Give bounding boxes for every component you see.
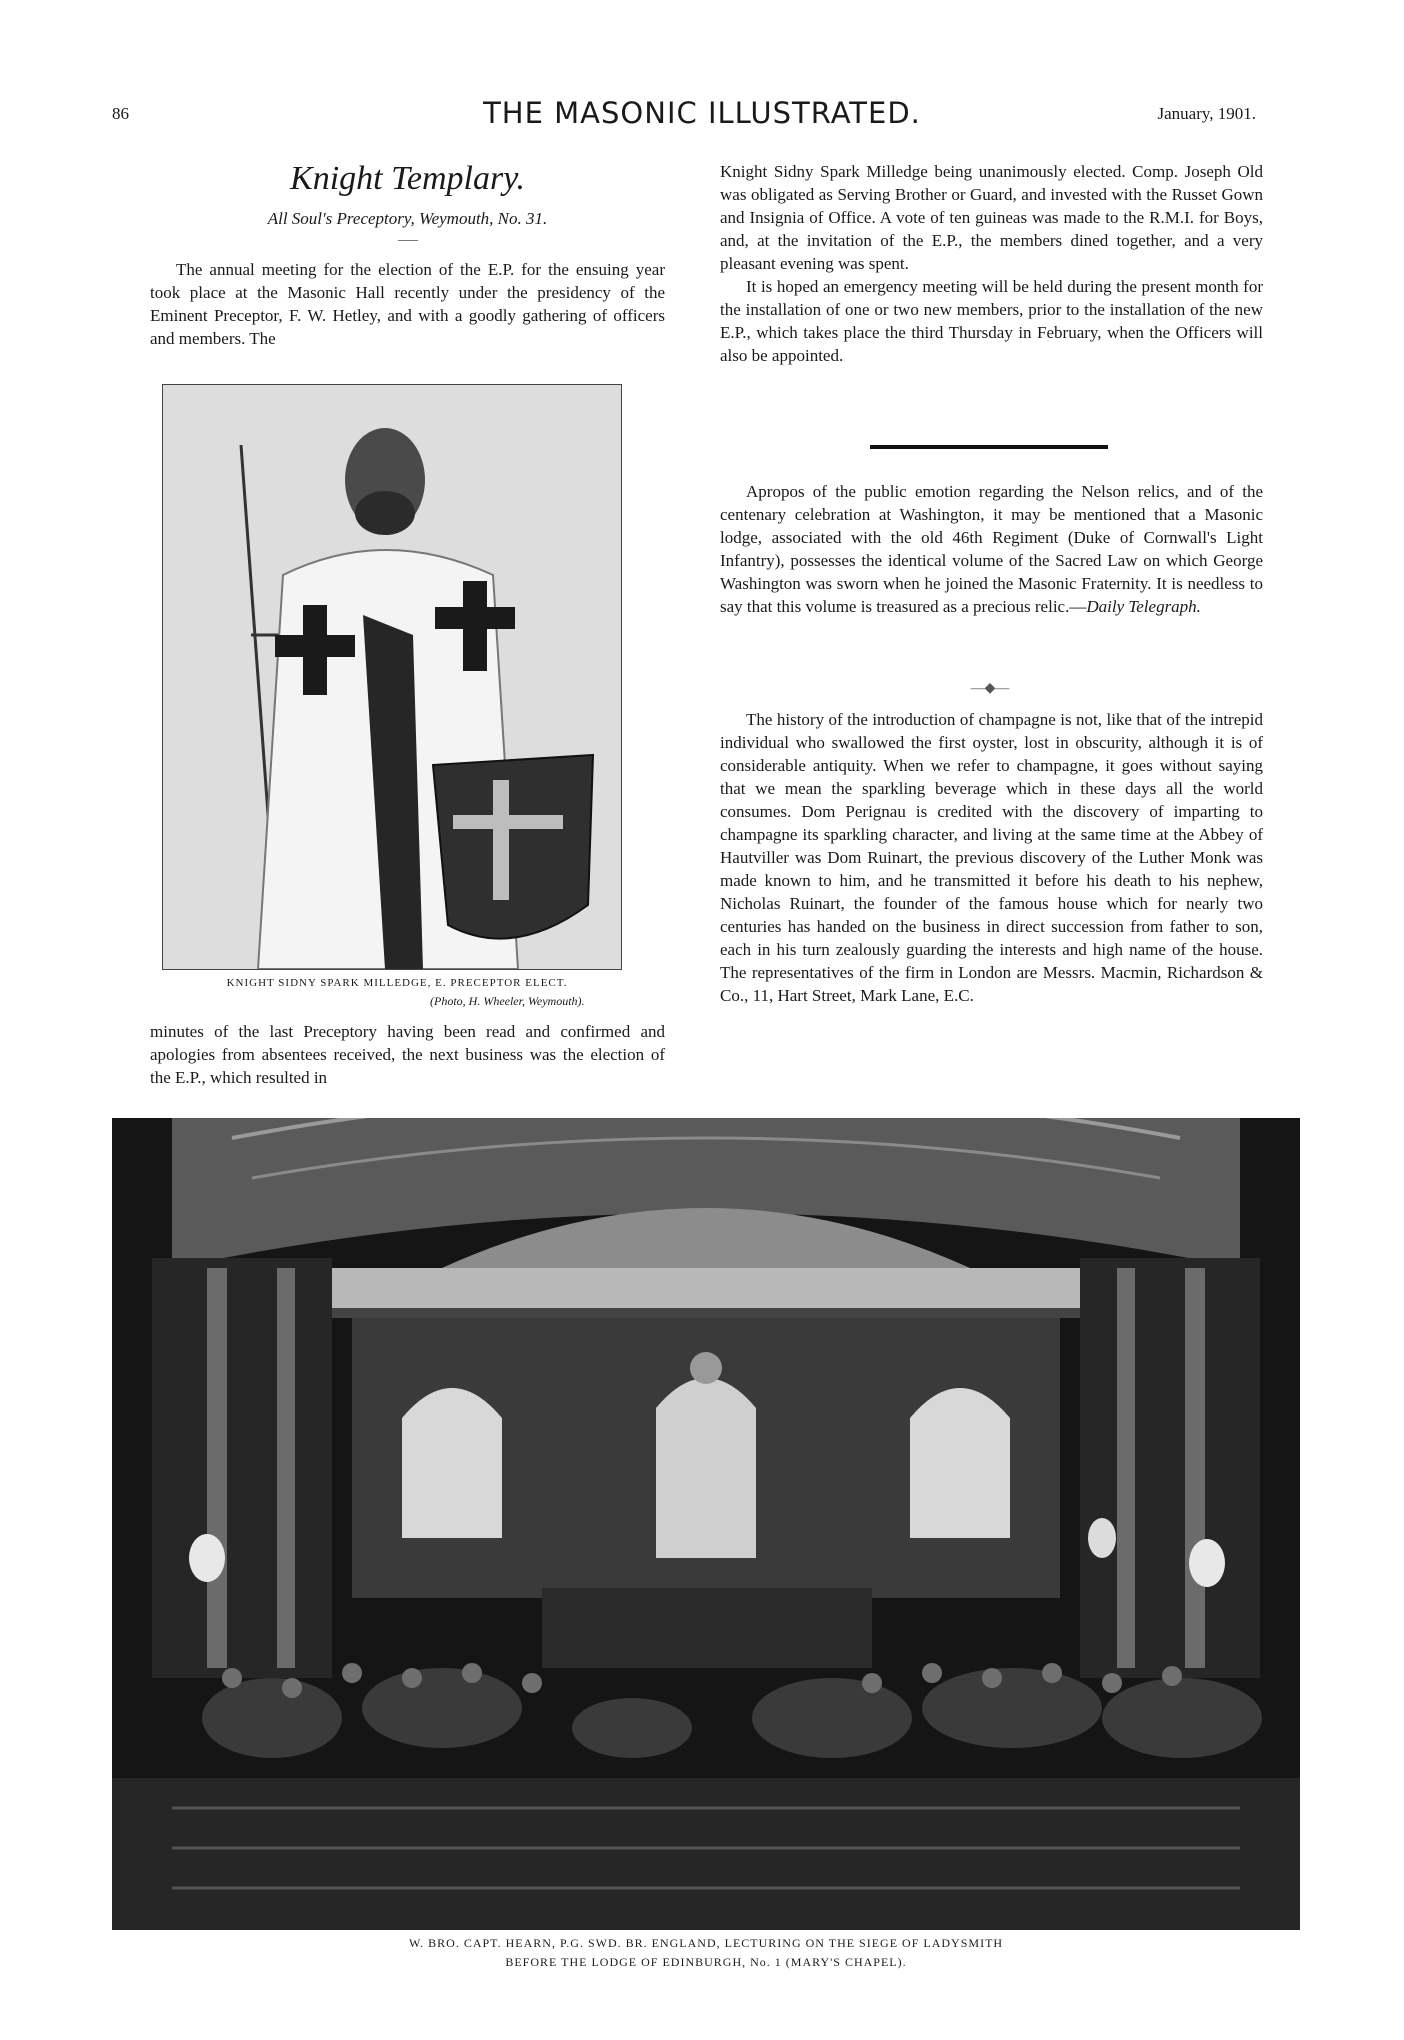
article1-conclusion [720,160,1263,367]
article-subtitle: All Soul's Preceptory, Weymouth, No. 31. [267,209,548,228]
article3 [720,708,1263,1007]
portrait-caption: KNIGHT SIDNY SPARK MILLEDGE, E. PRECEPTOR ELECT. [226,977,568,989]
issue-date: January, 1901. [1157,104,1256,123]
dingbat-ornament: —◆— [970,681,1010,696]
article1-paragraph: It is hoped an emergency meeting will be held during the present month for the installation of one or two new members, prior to the installation of the new E.P., which takes place the third Thursday in February, when the Officers will also be appointed. [720,277,1263,365]
portrait-credit: (Photo, H. Wheeler, Weymouth). [430,994,585,1008]
article1-paragraph: minutes of the last Preceptory having been read and confirmed and apologies from absentees received, the next business was the election of the E.P., which resulted in [150,1022,665,1087]
hall-caption-line2: BEFORE THE LODGE OF EDINBURGH, No. 1 (MARY'S CHAPEL). [505,1955,907,1969]
publication-title: THE MASONIC ILLUSTRATED. [483,96,921,130]
section-divider [870,445,1108,449]
article2 [720,480,1263,618]
article1-intro [150,258,665,350]
portrait-photo [162,384,622,970]
lodge-hall-illustration [112,1118,1300,1930]
article2-source: Daily Telegraph. [1086,597,1201,616]
lodge-hall-photo [112,1118,1300,1930]
portrait-illustration [163,385,621,969]
article3-paragraph: The history of the introduction of champagne is not, like that of the intrepid individual who swallowed the first oyster, lost in obscurity, although it is of considerable antiquity. When we refer to champagne, it goes without saying that we mean the sparkling beverage which in these days all the world consumes. Dom Perignau is credited with the discovery of imparting to champagne its sparkling character, and living at the same time at the Abbey of Hautviller was Dom Ruinart, the previous discovery of the Luther Monk was made known to him, and he transmitted it before his death to his nephew, Nicholas Ruinart, the founder of the famous house which for nearly two centuries has handed on the business in direct succession from father to son, each in his turn zealously guarding the interests and high name of the house. The representatives of the firm in London are Messrs. Macmin, Richardson & Co., 11, Hart Street, Mark Lane, E.C. [720,710,1263,1005]
article2-paragraph [720,480,1263,618]
article2-text: Apropos of the public emotion regarding the Nelson relics, and of the centenary celebration at Washington, it may be mentioned that a Masonic lodge, associated with the old 46th Regiment (Duke of Cornwall's Light Infantry), possesses the identical volume of the Sacred Law on which George Washington was sworn when he joined the Masonic Fraternity. It is needless to say that this volume is treasured as a precious relic.— [720,482,1263,616]
article-title: Knight Templary. [290,160,525,197]
title-rule [398,240,418,241]
hall-caption-line1: W. BRO. CAPT. HEARN, P.G. SWD. BR. ENGLAND, LECTURING ON THE SIEGE OF LADYSMITH [408,1936,1004,1950]
page-number: 86 [112,104,129,123]
hall-caption [112,1934,1300,1972]
article1-paragraph: Knight Sidny Spark Milledge being unanimously elected. Comp. Joseph Old was obligated as Serving Brother or Guard, and invested with the Russet Gown and Insignia of Office. A vote of ten guineas was made to the R.M.I. for Boys, and, at the invitation of the E.P., the members dined together, and a very pleasant evening was spent. [720,162,1263,273]
article1-continued [150,1020,665,1089]
article1-paragraph: The annual meeting for the election of the E.P. for the ensuing year took place at the Masonic Hall recently under the presidency of the Eminent Preceptor, F. W. Hetley, and with a goodly gathering of officers and members. The [150,260,665,348]
